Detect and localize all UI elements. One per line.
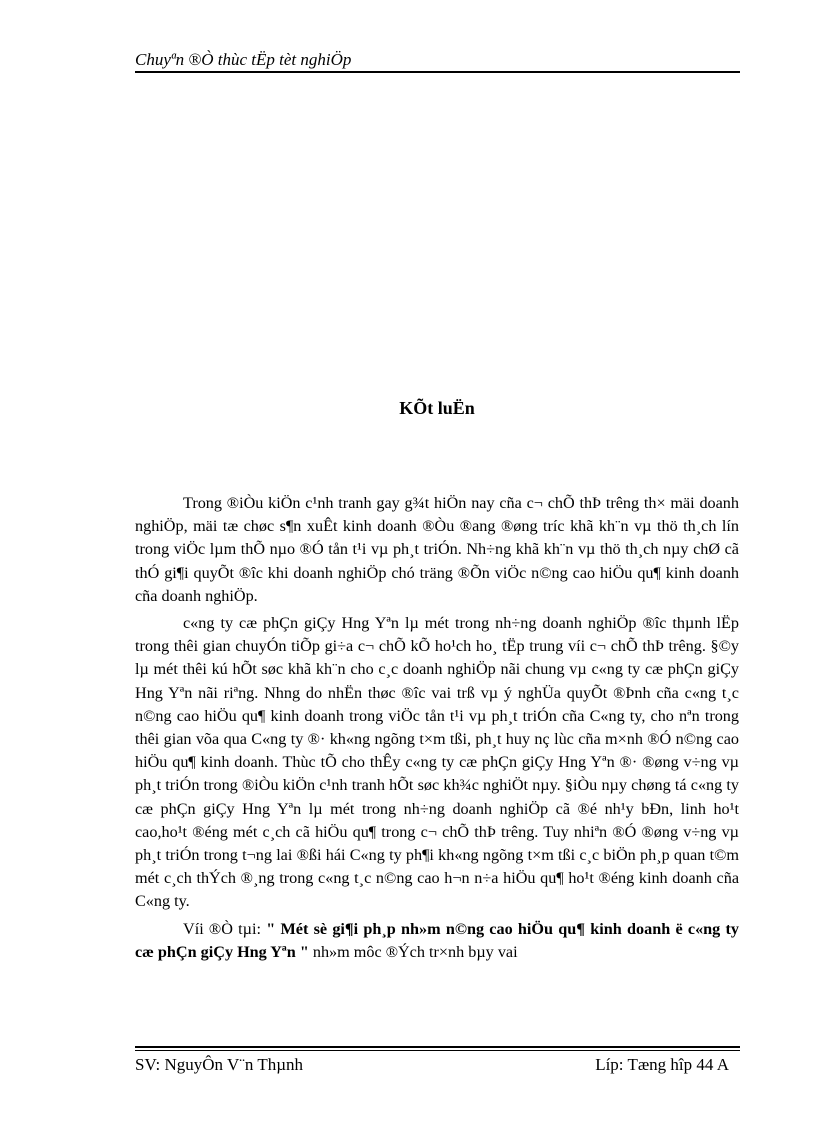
header-rule: [135, 71, 740, 73]
footer-rule-thin: [135, 1050, 740, 1051]
thesis-title: " Mét sè gi¶i ph¸p nh»m n©ng cao hiÖu qu¶ kinh doanh ë c«ng ty cæ phÇn giÇy Hng Yªn ": [135, 919, 740, 961]
body-paragraph-1: Trong ®iÒu kiÖn c¹nh tranh gay g¾t hiÖn nay cña c¬ chÕ thÞ trêng th× mäi doanh nghiÖp, mäi tæ chøc s¶n xuÊt kinh doanh ®Òu ®ang ®øng tríc khã kh¨n vµ thö th¸ch lín trong viÖc lµm thÕ nµo ®Ó tån t¹i vµ ph¸t triÓn. Nh÷ng khã kh¨n vµ thö th¸ch nµy chØ cã thÓ gi¶i quyÕt ®îc khi doanh nghiÖp chó träng ®Õn viÖc n©ng cao hiÖu qu¶ kinh doanh cña doanh nghiÖp.: [135, 494, 739, 605]
page-header: [135, 50, 739, 70]
paragraph-lead: Víi ®Ò tµi:: [183, 919, 267, 938]
body-paragraph-3: [135, 918, 739, 964]
footer-rule-thick: [135, 1046, 740, 1048]
document-body: [135, 492, 739, 964]
footer-student: SV: NguyÔn V¨n Thµnh: [135, 1055, 303, 1074]
paragraph-tail: nh»m môc ®Ých tr×nh bµy vai: [308, 942, 518, 961]
footer-class: Líp: Tæng hîp 44 A: [595, 1055, 729, 1074]
header-text: Chuyªn ®Ò thùc tËp tèt nghiÖp: [135, 50, 352, 69]
page-title: KÕt luËn: [399, 398, 475, 418]
body-paragraph-2: c«ng ty cæ phÇn giÇy Hng Yªn lµ mét trong nh÷ng doanh nghiÖp ®îc thµnh lËp trong thêi gian chuyÓn tiÕp gi÷a c¬ chÕ kÕ ho¹ch ho¸ tËp trung víi c¬ chÕ thÞ trêng. §©y lµ mét thêi kú hÕt søc khã kh¨n cho c¸c doanh nghiÖp nãi chung vµ c«ng ty cæ phÇn giÇy Hng Yªn nãi riªng. Nhng do nhËn thøc ®îc vai trß vµ ý nghÜa quyÕt ®Þnh cña c«ng t¸c n©ng cao hiÖu qu¶ kinh doanh trong viÖc tån t¹i vµ ph¸t triÓn cña C«ng ty, cho nªn trong thêi gian võa qua C«ng ty ®· kh«ng ngõng t×m tßi, ph¸t huy nç lùc cña m×nh ®Ó n©ng cao hiÖu qu¶ kinh doanh. Thùc tÕ cho thÊy c«ng ty cæ phÇn giÇy Hng Yªn ®· ®øng v÷ng vµ ph¸t triÓn trong ®iÒu kiÖn c¹nh tranh hÕt søc kh¾c nghiÖt nµy. §iÒu nµy chøng tá c«ng ty cæ phÇn giÇy Hng Yªn lµ mét trong nh÷ng doanh nghiÖp cã ®é nh¹y bÐn, linh ho¹t cao,ho¹t ®éng mét c¸ch cã hiÖu qu¶ trong c¬ chÕ thÞ trêng. Tuy nhiªn ®Ó ®øng v÷ng vµ ph¸t triÓn trong t¬ng lai ®ßi hái C«ng ty ph¶i kh«ng ngõng t×m tßi c¸c biÖn ph¸p quan t©m mét c¸ch thÝch ®¸ng trong c«ng t¸c n©ng cao h¬n n÷a hiÖu qu¶ ho¹t ®éng kinh doanh cña C«ng ty.: [135, 614, 739, 911]
